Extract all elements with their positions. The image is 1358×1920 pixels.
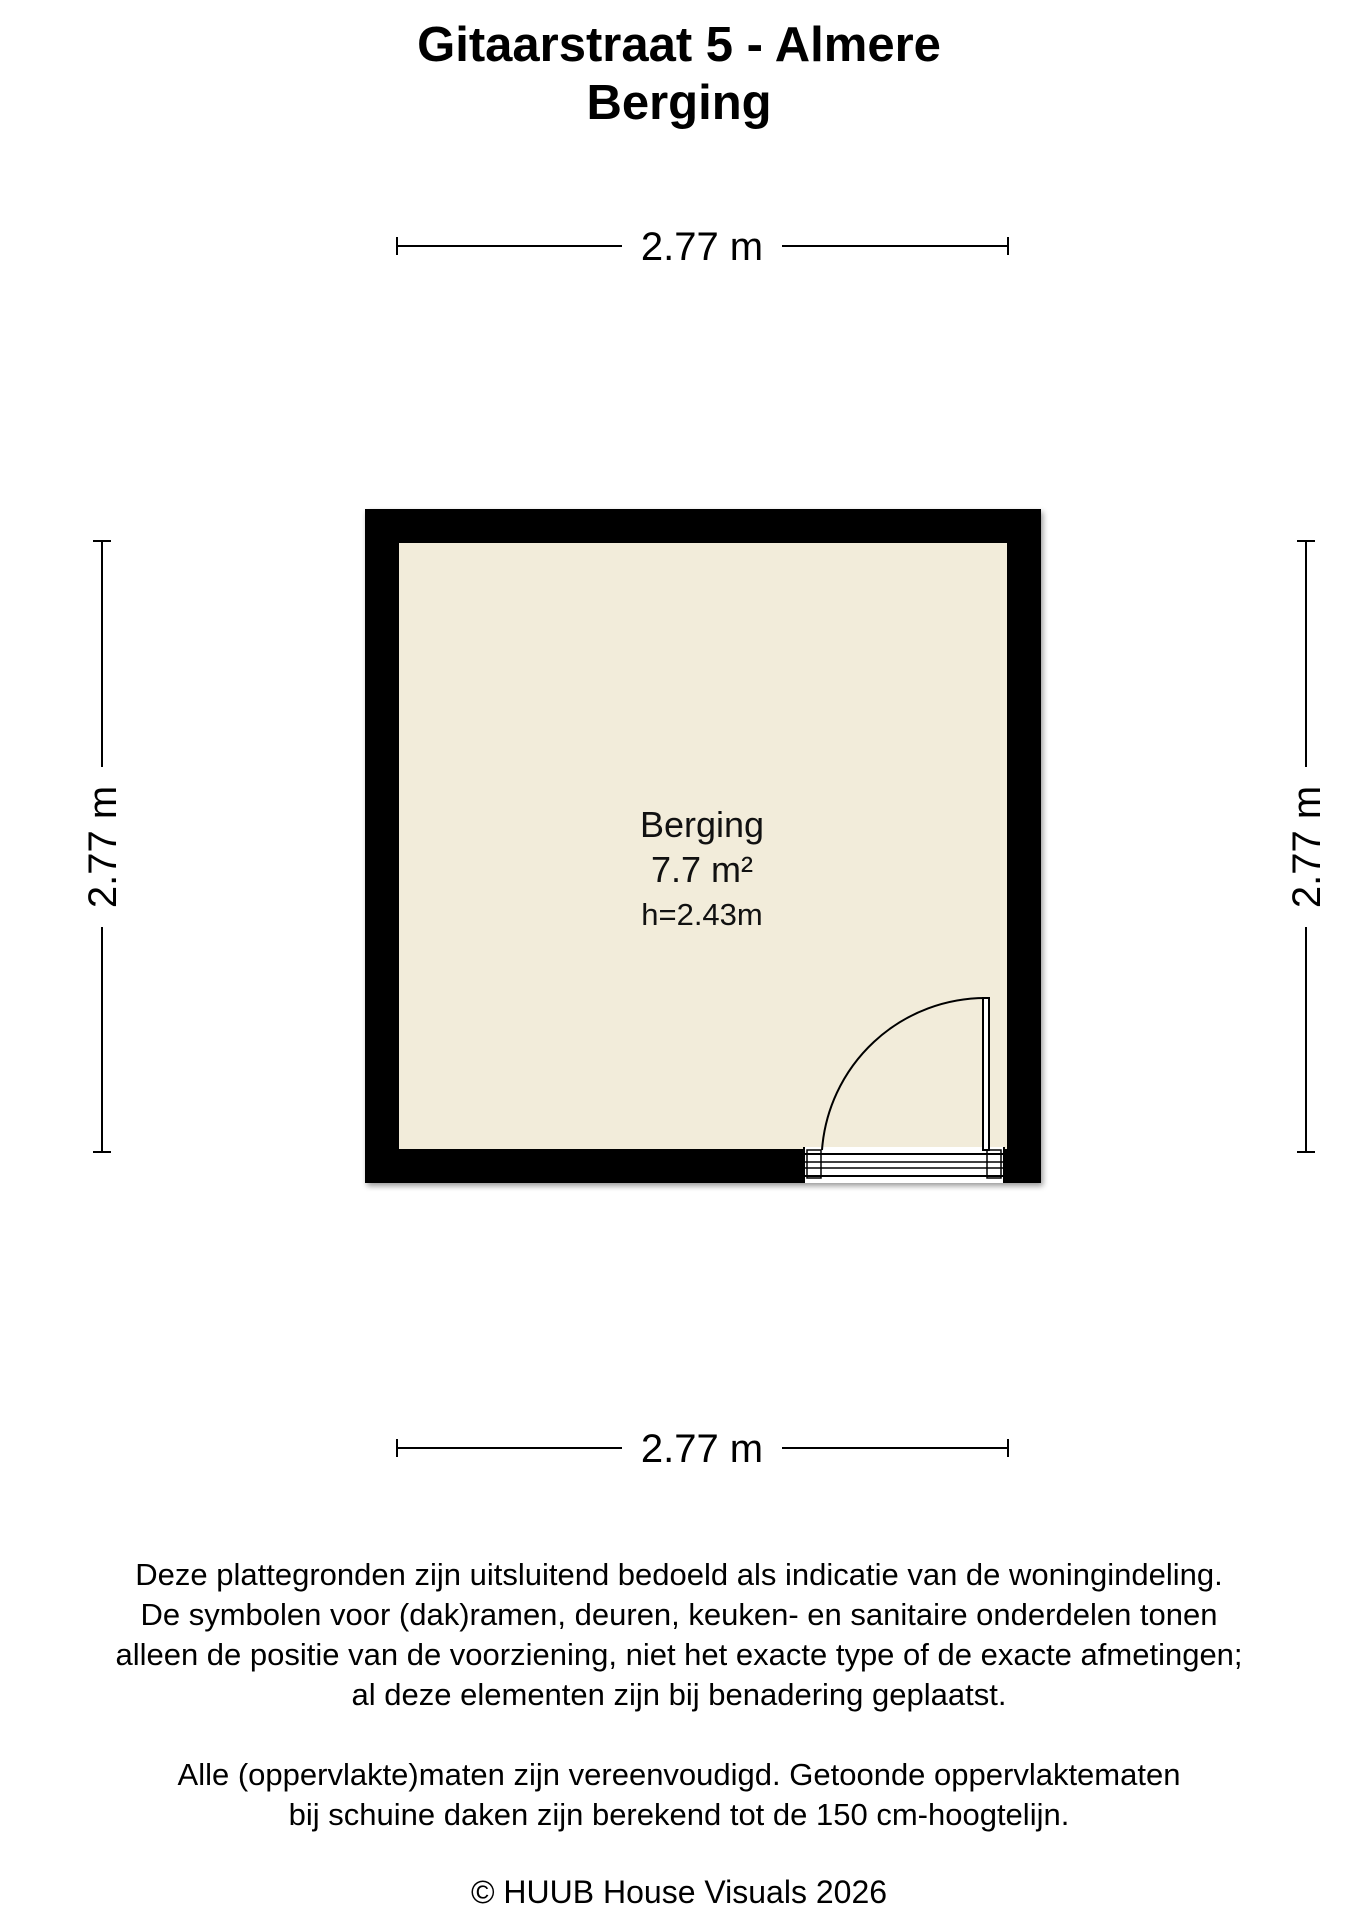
disclaimer-line: Alle (oppervlakte)maten zijn vereenvoudigd. Getoonde oppervlaktematen <box>177 1757 1181 1792</box>
room-floor <box>399 543 1007 1149</box>
page-title: Gitaarstraat 5 - Almere <box>417 18 941 72</box>
room-height: h=2.43m <box>641 897 763 932</box>
disclaimer-line: Deze plattegronden zijn uitsluitend bedoeld als indicatie van de woningindeling. <box>135 1557 1223 1592</box>
room-name: Berging <box>639 804 765 845</box>
dimension-bottom-label: 2.77 m <box>640 1427 764 1471</box>
disclaimer-line: bij schuine daken zijn berekend tot de 150 cm-hoogtelijn. <box>288 1797 1070 1832</box>
room-walls <box>365 509 1041 1183</box>
disclaimer-paragraph-1 <box>0 1555 1358 1715</box>
disclaimer-line: De symbolen voor (dak)ramen, deuren, keuken- en sanitaire onderdelen tonen <box>140 1597 1218 1632</box>
page-subtitle: Berging <box>586 76 772 130</box>
dimension-right <box>1285 541 1329 1152</box>
dimension-left-label: 2.77 m <box>81 785 125 909</box>
dimension-top <box>397 225 1008 269</box>
disclaimer-paragraph-2 <box>0 1755 1358 1835</box>
dimension-right-label: 2.77 m <box>1285 785 1329 909</box>
room-area: 7.7 m² <box>650 849 754 890</box>
door-leaf <box>983 998 989 1150</box>
dimension-bottom <box>397 1427 1008 1471</box>
dimension-left <box>81 541 125 1152</box>
disclaimer-line: alleen de positie van de voorziening, niet het exacte type of de exacte afmetingen; <box>115 1637 1243 1672</box>
copyright: © HUUB House Visuals 2026 <box>470 1874 888 1910</box>
dimension-top-label: 2.77 m <box>640 225 764 269</box>
disclaimer-line: al deze elementen zijn bij benadering geplaatst. <box>351 1677 1007 1712</box>
